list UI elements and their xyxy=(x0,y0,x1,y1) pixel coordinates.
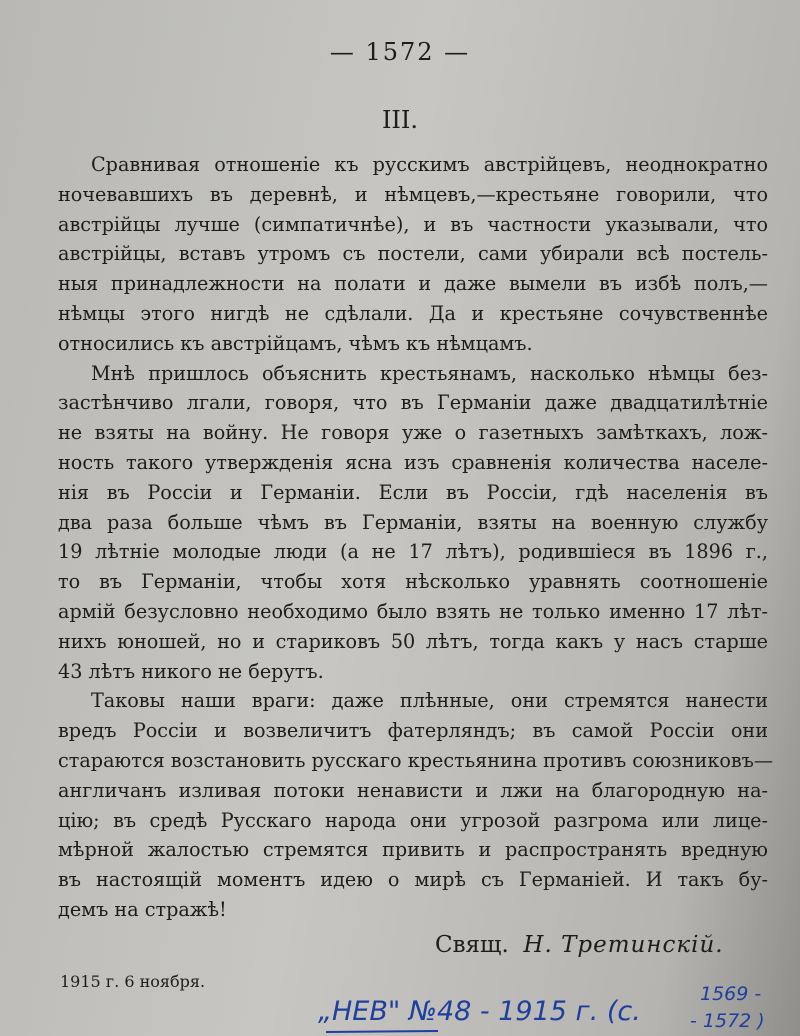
text-line: вредъ Россіи и возвеличитъ фатерляндъ; въ самой Россіи они xyxy=(58,719,768,743)
handwritten-underline xyxy=(326,1031,438,1032)
text-line: нихъ юношей, но и стариковъ 50 лѣтъ, тогда какъ у насъ старше xyxy=(58,629,768,653)
text-line: австрійцы лучше (симпатичнѣе), и въ частности указывали, что xyxy=(58,212,768,236)
text-line: Сравнивая отношеніе къ русскимъ австрійцевъ, неоднократно xyxy=(91,153,768,176)
text-line: австрійцы, вставъ утромъ съ постели, сами убирали всѣ постель- xyxy=(58,242,768,266)
text-line: два раза больше чѣмъ въ Германіи, взяты на военную службу xyxy=(58,510,768,534)
text-line: 43 лѣтъ никого не берутъ. xyxy=(58,659,324,683)
handwritten-citation xyxy=(318,980,788,1036)
text-line: цію; въ средѣ Русскаго народа они угрозой разгрома или лице- xyxy=(58,808,768,832)
handwritten-main: „НЕВ" №48 - 1915 г. (с. xyxy=(318,996,641,1027)
text-line: то въ Германіи, чтобы хотя нѣсколько уравнять соотношеніе xyxy=(58,570,768,594)
text-line: армій безусловно необходимо было взять не только именно 17 лѣт- xyxy=(58,599,768,623)
text-line: Таковы наши враги: даже плѣнные, они стремятся нанести xyxy=(91,689,768,713)
text-line: въ настоящій моментъ идею о мирѣ съ Германіей. И такъ бу- xyxy=(58,868,768,892)
text-line: относились къ австрійцамъ, чѣмъ къ нѣмцамъ. xyxy=(58,331,533,355)
paragraph-3 xyxy=(58,686,774,924)
text-line: нія въ Россіи и Германіи. Если въ Россіи, гдѣ населенія въ xyxy=(58,480,768,504)
section-heading: III. xyxy=(381,106,419,134)
handwritten-pages-top: 1569 - xyxy=(700,983,762,1005)
text-line: не взяты на войну. Не говоря уже о газетныхъ замѣткахъ, лож- xyxy=(58,421,768,445)
text-line: Мнѣ пришлось объяснить крестьянамъ, насколько нѣмцы без- xyxy=(91,361,768,385)
text-line: ночевавшихъ въ деревнѣ, и нѣмцевъ,—крестьяне говорили, что xyxy=(58,182,768,206)
signature-name: Н. Третинскій. xyxy=(523,932,724,958)
page-number: — 1572 — xyxy=(329,38,471,66)
date-line: 1915 г. 6 ноября. xyxy=(60,972,206,991)
text-line: стараются возстановить русскаго крестьянина противъ союзниковъ— xyxy=(58,748,774,772)
paragraph-2 xyxy=(58,359,768,687)
text-line: нѣмцы этого нигдѣ не сдѣлали. Да и крестьяне сочувственнѣе xyxy=(58,301,768,325)
signature xyxy=(435,932,724,958)
text-line: 19 лѣтніе молодые люди (а не 17 лѣтъ), родившіеся въ 1896 г., xyxy=(58,540,768,564)
text-line: ность такого утвержденія ясна изъ сравненія количества населе- xyxy=(58,450,768,474)
text-line: ныя принадлежности на полати и даже вымели въ избѣ полъ,— xyxy=(58,272,768,296)
text-line: застѣнчиво лгали, говоря, что въ Германіи даже двадцатилѣтніе xyxy=(58,391,768,415)
text-line: англичанъ изливая потоки ненависти и лжи на благородную на- xyxy=(58,778,768,802)
handwritten-pages-bottom: - 1572 ) xyxy=(690,1010,765,1032)
signature-title: Свящ. xyxy=(435,932,509,958)
text-line: демъ на стражѣ! xyxy=(58,897,227,921)
article-body xyxy=(58,150,774,925)
paragraph-1 xyxy=(58,150,768,359)
text-line: мѣрной жалостью стремятся привить и распространять вредную xyxy=(58,838,768,862)
